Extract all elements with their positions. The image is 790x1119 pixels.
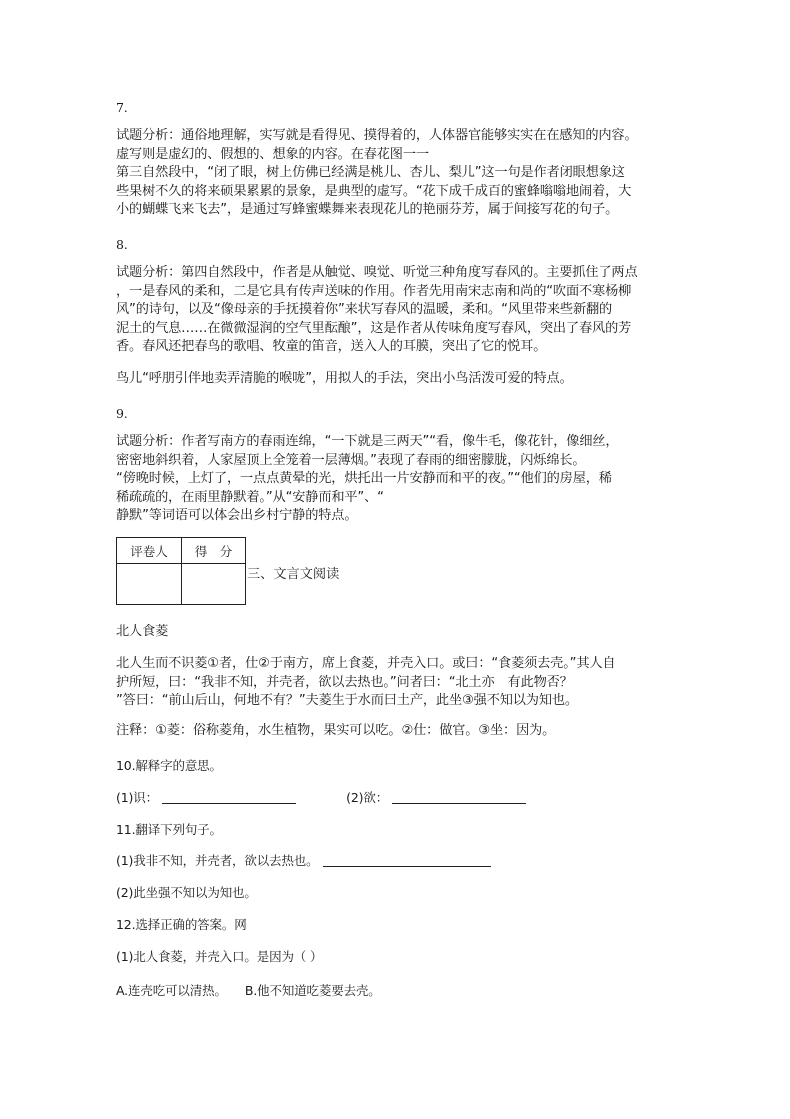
q11-item-2 (116, 884, 676, 903)
q10-prompt (116, 757, 676, 776)
q8-line-4: 泥土的气息……在微微湿润的空气里酝酿”，这是作者从传味角度写春风，突出了春风的芳 (116, 320, 632, 336)
q8-line-2: ，一是春风的柔和，二是它具有传声送味的作用。作者先用南宋志南和尚的“吹面不寒杨柳 (116, 283, 632, 299)
q12-option-a[interactable]: A.连壳吃可以清热。 (116, 983, 227, 998)
q9-line-4: 稀疏疏的，在雨里静默着。”从“安静而和平”、“ (116, 489, 384, 505)
section-title: 三、文言文阅读 (247, 567, 340, 582)
q12-options (116, 982, 676, 1002)
q12-item-1 (116, 948, 676, 967)
q11-prompt (116, 821, 676, 840)
passage-body (116, 655, 676, 711)
q11-prompt-text: 11.翻译下列句子。 (116, 822, 222, 837)
q8-line-5: 香。春风还把春鸟的歌唱、牧童的笛音，送入人的耳膜，突出了它的悦耳。 (116, 339, 547, 355)
q12-item-1-text: (1)北人食菱，并壳入口。是因为（ ） (116, 949, 323, 964)
passage-line-2: 护所短，曰：“我非不知，并壳者，欲以去热也。”问者曰：“北土亦 有此物否？ (116, 674, 573, 690)
passage-title (116, 623, 676, 642)
q9-line-2: 密密地斜织着，人家屋顶上全笼着一层薄烟。”表现了春雨的细密朦胧，闪烁绵长。 (116, 452, 586, 468)
q8-line-3: 风”的诗句，以及“像母亲的手抚摸着你”来状写春风的温暖，柔和。“风里带来些新翻的 (116, 302, 613, 318)
q8-analysis (116, 264, 676, 357)
q7-line-5: 小的蝴蝶飞来飞去”，是通过写蜂蜜蝶舞来表现花儿的艳丽芬芳，属于间接写花的句子。 (116, 202, 619, 218)
q7-line-4: 些果树不久的将来硕果累累的景象，是典型的虚写。“花下成千成百的蜜蜂嗡嗡地闹着，大 (116, 183, 632, 199)
q10-item-1-answer-line[interactable] (162, 789, 296, 804)
q12-prompt-text: 12.选择正确的答案。网 (116, 917, 247, 932)
q7-line-1: 试题分析：通俗地理解，实写就是看得见、摸得着的，人体器官能够实实在在感知的内容。 (116, 128, 638, 143)
score-cell-score (182, 564, 246, 605)
q9-line-1: 试题分析：作者写南方的春雨连绵，“一下就是三两天”“看，像牛毛，像花针，像细丝， (116, 434, 619, 449)
q7-block (116, 99, 676, 118)
q9-line-3: “傍晚时候，上灯了，一点点黄晕的光，烘托出一片安静而和平的夜。”“他们的房屋，稀 (116, 471, 612, 487)
q8-extra (116, 370, 676, 389)
q9-analysis (116, 433, 676, 526)
score-table (116, 537, 246, 605)
q10-prompt-text: 10.解释字的意思。 (116, 758, 222, 773)
q8-extra-line: 鸟儿“呼朋引伴地卖弄清脆的喉咙”，用拟人的手法，突出小鸟活泼可爱的特点。 (116, 371, 573, 386)
q8-number: 8. (116, 237, 128, 252)
score-cell-grader (117, 564, 182, 605)
passage-line-3: ”答曰：“前山后山，何地不有？”夫菱生于水而曰土产，此坐③强不知以为知也。 (116, 693, 578, 709)
q9-number: 9. (116, 406, 128, 421)
q8-block (116, 236, 676, 255)
q9-block (116, 405, 676, 424)
q7-line-2: 虚写则是虚幻的、假想的、想象的内容。在春花图一一 (116, 146, 429, 162)
q10-item-2-label: (2)欲： (346, 790, 389, 805)
passage-notes-text: 注释：①菱：俗称菱角，水生植物，果实可以吃。②仕：做官。③坐：因为。 (116, 723, 556, 738)
q12-prompt (116, 916, 676, 935)
q11-item-1-text: (1)我非不知，并壳者，欲以去热也。 (116, 853, 319, 868)
passage-notes (116, 722, 676, 741)
passage-line-1: 北人生而不识菱①者，仕②于南方，席上食菱，并壳入口。或曰：“食菱须去壳。”其人自 (116, 656, 616, 671)
q9-line-5: 静默”等词语可以体会出乡村宁静的特点。 (116, 508, 358, 524)
q7-number: 7. (116, 100, 128, 115)
q7-analysis (116, 127, 676, 220)
score-header-score: 得 分 (182, 538, 246, 564)
q10-item-2-answer-line[interactable] (392, 789, 526, 804)
q10-item-1-label: (1)识： (116, 790, 158, 805)
q10-items (116, 789, 676, 809)
q12-option-b[interactable]: B.他不知道吃菱要去壳。 (244, 983, 381, 998)
q11-item-1 (116, 852, 676, 872)
passage-title-text: 北人食菱 (116, 624, 169, 639)
q11-item-1-answer-line[interactable] (323, 852, 491, 867)
score-header-grader: 评卷人 (117, 538, 182, 564)
q7-line-3: 第三自然段中，“闭了眼，树上仿佛已经满是桃儿、杏儿、梨儿”这一句是作者闭眼想象这 (116, 165, 625, 181)
q8-line-1: 试题分析：第四自然段中，作者是从触觉、嗅觉、听觉三种角度写春风的。主要抓住了两点 (116, 265, 638, 280)
q11-item-2-text: (2)此坐强不知以为知也。 (116, 885, 257, 900)
